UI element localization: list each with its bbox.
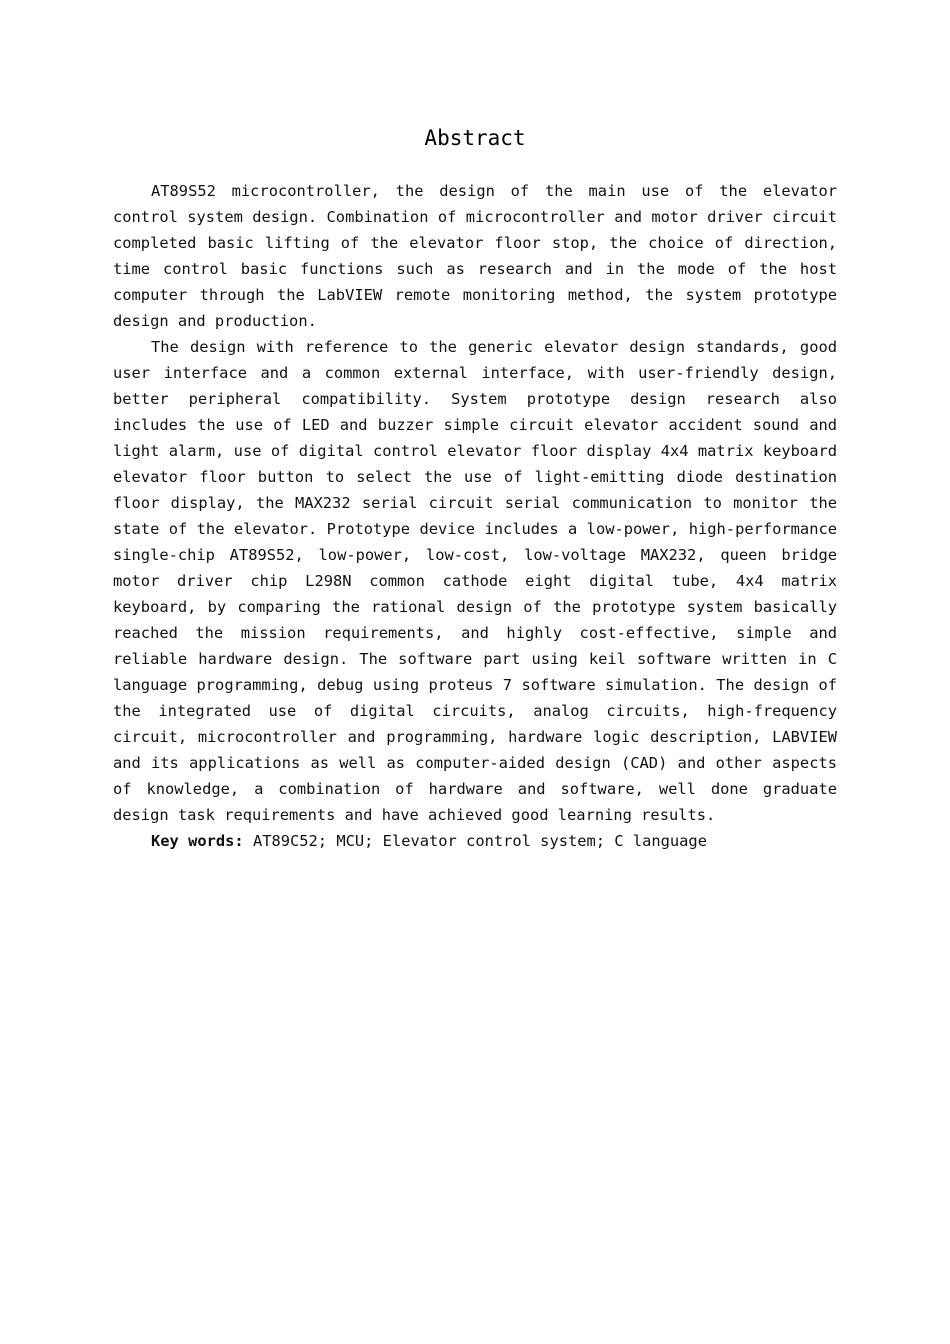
- abstract-paragraph-2: The design with reference to the generic elevator design standards, good user interface and a common external interface, with user-friendly design, better peripheral compatibility. System prototype design research also includes the use of LED and buzzer simple circuit elevator accident sound and light alarm, use of digital control elevator floor display 4x4 matrix keyboard elevator floor button to select the use of light-emitting diode destination floor display, the MAX232 serial circuit serial communication to monitor the state of the elevator. Prototype device includes a low-power, high-performance single-chip AT89S52, low-power, low-cost, low-voltage MAX232, queen bridge motor driver chip L298N common cathode eight digital tube, 4x4 matrix keyboard, by comparing the rational design of the prototype system basically reached the mission requirements, and highly cost-effective, simple and reliable hardware design. The software part using keil software written in C language programming, debug using proteus 7 software simulation. The design of the integrated use of digital circuits, analog circuits, high-frequency circuit, microcontroller and programming, hardware logic description, LABVIEW and its applications as well as computer-aided design (CAD) and other aspects of knowledge, a combination of hardware and software, well done graduate design task requirements and have achieved good learning results.: [113, 338, 837, 824]
- keywords-line: [113, 828, 837, 854]
- abstract-paragraph-1: AT89S52 microcontroller, the design of the main use of the elevator control system design. Combination of microcontroller and motor driver circuit completed basic lifting of the elevator floor stop, the choice of direction, time control basic functions such as research and in the mode of the host computer through the LabVIEW remote monitoring method, the system prototype design and production.: [113, 182, 837, 330]
- keywords-text: AT89C52; MCU; Elevator control system; C language: [243, 832, 707, 850]
- abstract-title: Abstract: [424, 126, 526, 150]
- keywords-label: Key words:: [151, 832, 244, 850]
- abstract-body: [113, 178, 837, 854]
